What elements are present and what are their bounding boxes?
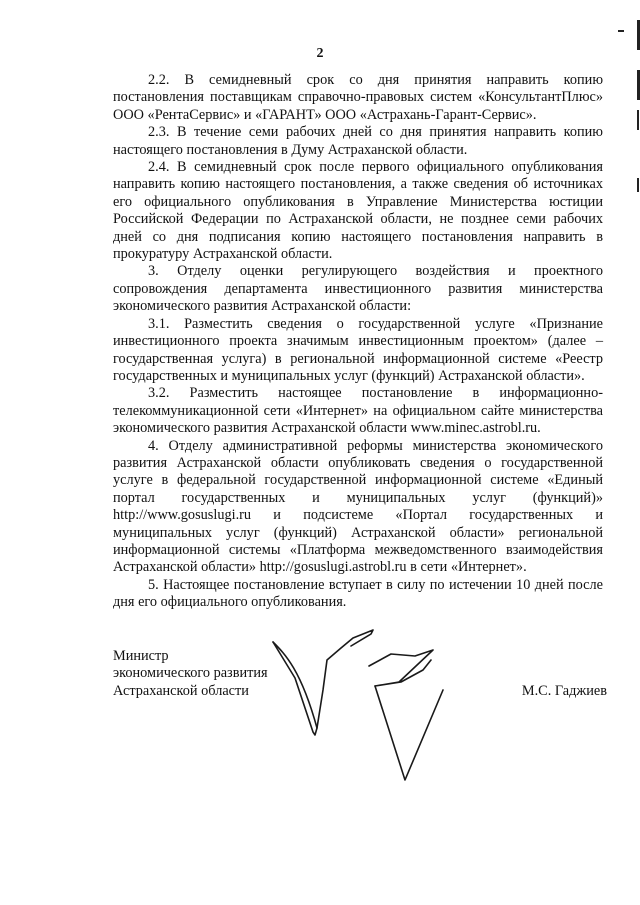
signatory-position-line: Астраханской области xyxy=(113,682,249,699)
signatory-position-line: Министр xyxy=(113,648,169,664)
signatory-position xyxy=(113,648,268,700)
paragraph-3-1: 3.1. Разместить сведения о государственной услуге «Признание инвестиционного проекта значимым инвестиционным проектом» (далее – государственная услуга) в региональной информационной системе «Реестр государственных и муниципальных услуг (функций) Астраханской области». xyxy=(113,315,603,384)
paragraph-3-2: 3.2. Разместить настоящее постановление в информационно-телекоммуникационной сети «Интернет» на официальном сайте министерства экономического развития Астраханской области www.minec.astrobl.ru. xyxy=(113,385,603,437)
paragraph-2-4: 2.4. В семидневный срок после первого официального опубликования направить копию настоящего постановления, а также сведения об источниках его официального опубликования в Управление Министерства юстиции Российской Федерации по Астраханской области, не позднее семи рабочих дней со дня подписания копию настоящего постановления направить в прокуратуру Астраханской области. xyxy=(113,159,603,263)
paragraph-2-3: 2.3. В течение семи рабочих дней со дня принятия направить копию настоящего постановления в Думу Астраханской области. xyxy=(113,124,603,158)
paragraph-3: 3. Отделу оценки регулирующего воздействия и проектного сопровождения департамента инвестиционного развития министерства экономического развития Астраханской области: xyxy=(113,263,603,315)
paragraph-5: 5. Настоящее постановление вступает в силу по истечении 10 дней после дня его официального опубликования. xyxy=(113,576,603,611)
scan-edge-marks xyxy=(610,0,640,200)
page-number: 2 xyxy=(316,46,324,61)
signatory-position-line: экономического развития xyxy=(113,665,268,682)
paragraph-2-2: 2.2. В семидневный срок со дня принятия направить копию постановления поставщикам справочно-правовых систем «КонсультантПлюс» ООО «РентаСервис» и «ГАРАНТ» ООО «Астрахань-Гарант-Сервис». xyxy=(113,72,603,123)
document-body xyxy=(113,72,603,612)
paragraph-4: 4. Отделу административной реформы министерства экономического развития Астраханской области опубликовать сведения о государственной услуге в федеральной государственной информационной системе «Единый портал государственных и муниципальных услуг (функций)» http://www.gosuslugi.ru и подсистеме «Портал государственных и муниципальных услуг (функций) Астраханской области» региональной информационной системы «Платформа межведомственного взаимодействия Астраханской области» http://gosuslugi.astrobl.ru в сети «Интернет». xyxy=(113,437,603,576)
handwritten-signature xyxy=(255,620,445,790)
signatory-name: М.С. Гаджиев xyxy=(521,683,607,699)
